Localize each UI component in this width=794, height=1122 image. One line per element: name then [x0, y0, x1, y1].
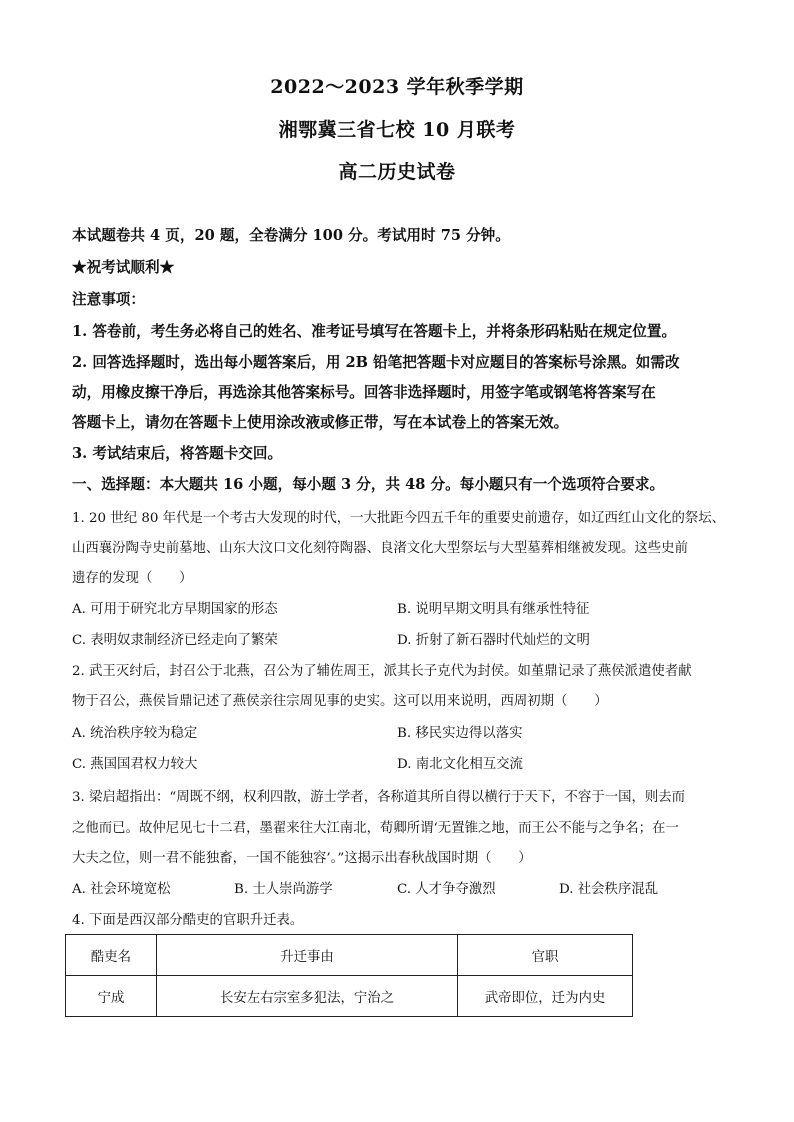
q3-stem-line-1: 3. 梁启超指出：“周既不纲，权利四散，游士学者，各称道其所自得以横行于天下，不容于一国，则去而: [72, 790, 686, 805]
q2-option-c: C. 燕国国君权力较大: [72, 757, 198, 772]
notice-item-3: 3. 考试结束后，将答题卡交回。: [72, 445, 283, 462]
table-header-cell: 官职: [458, 935, 633, 976]
notice-item-1: 1. 答卷前，考生务必将自己的姓名、准考证号填写在答题卡上，并将条形码粘贴在规定位置。: [72, 323, 677, 340]
q3-stem-line-2: 之他而已。故仲尼见七十二君，墨翟来往大江南北，荀卿所谓‘无置锥之地，而王公不能与之争名；在一: [72, 821, 679, 836]
table-header-row: [66, 935, 633, 976]
q3-option-c: C. 人才争夺激烈: [397, 882, 496, 897]
q1-stem-line-3: 遗存的发现（ ）: [72, 571, 193, 586]
q1-stem-line-1: 1. 20 世纪 80 年代是一个考古大发现的时代，一大批距今四五千年的重要史前遗存，如辽西红山文化的祭坛、: [72, 511, 726, 526]
section-heading: 一、选择题：本大题共 16 小题，每小题 3 分，共 48 分。每小题只有一个选项符合要求。: [72, 476, 665, 493]
notice-item-2-line-3: 答题卡上，请勿在答题卡上使用涂改液或修正带，写在本试卷上的答案无效。: [72, 414, 569, 431]
notice-item-2-line-2: 动，用橡皮擦干净后，再选涂其他答案标号。回答非选择题时，用签字笔或钢笔将答案写在: [72, 384, 656, 401]
q1-option-c: C. 表明奴隶制经济已经走向了繁荣: [72, 633, 278, 648]
q4-stem: 4. 下面是西汉部分酷吏的官职升迁表。: [72, 913, 304, 928]
q2-stem-line-1: 2. 武王灭纣后，封召公于北燕，召公为了辅佐周王，派其长子克代为封侯。如堇鼎记录了燕侯派遣使者献: [72, 664, 692, 679]
q3-option-d: D. 社会秩序混乱: [559, 882, 659, 897]
q1-stem-line-2: 山西襄汾陶寺史前墓地、山东大汶口文化刻符陶器、良渚文化大型祭坛与大型墓葬相继被发现。这些史前: [72, 541, 688, 556]
table-cell: 武帝即位，迁为内史: [458, 976, 633, 1017]
q4-official-table: [65, 934, 633, 1017]
page-title: 高二历史试卷: [338, 161, 456, 183]
q2-option-a: A. 统治秩序较为稳定: [72, 726, 198, 741]
table-cell: 长安左右宗室多犯法，宁治之: [157, 976, 458, 1017]
table-cell: 宁成: [66, 976, 157, 1017]
q2-stem-line-2: 物于召公，燕侯旨鼎记述了燕侯亲往宗周见事的史实。这可以用来说明，西周初期（ ）: [72, 694, 608, 709]
exam-summary: 本试题卷共 4 页，20 题，全卷满分 100 分。考试用时 75 分钟。: [72, 227, 510, 244]
q1-option-a: A. 可用于研究北方早期国家的形态: [72, 602, 278, 617]
notice-title: 注意事项：: [72, 291, 145, 308]
header-exam-name: 湘鄂冀三省七校 10 月联考: [278, 119, 516, 141]
notice-item-2-line-1: 2. 回答选择题时，选出每小题答案后，用 2B 铅笔把答题卡对应题目的答案标号涂黑。如需改: [72, 354, 680, 371]
q2-option-b: B. 移民实边得以落实: [397, 726, 523, 741]
q1-option-b: B. 说明早期文明具有继承性特征: [397, 602, 590, 617]
q3-stem-line-3: 大夫之位，则一君不能独畜，一国不能独容’。”这揭示出春秋战国时期（ ）: [72, 851, 532, 866]
table-row: [66, 976, 633, 1017]
q1-option-d: D. 折射了新石器时代灿烂的文明: [397, 633, 590, 648]
table-header-cell: 升迁事由: [157, 935, 458, 976]
exam-wish: ★祝考试顺利★: [72, 259, 175, 276]
header-semester: 2022～2023 学年秋季学期: [270, 76, 524, 98]
q2-option-d: D. 南北文化相互交流: [397, 757, 523, 772]
q3-option-a: A. 社会环境宽松: [72, 882, 171, 897]
table-header-cell: 酷吏名: [66, 935, 157, 976]
q3-option-b: B. 士人崇尚游学: [234, 882, 333, 897]
